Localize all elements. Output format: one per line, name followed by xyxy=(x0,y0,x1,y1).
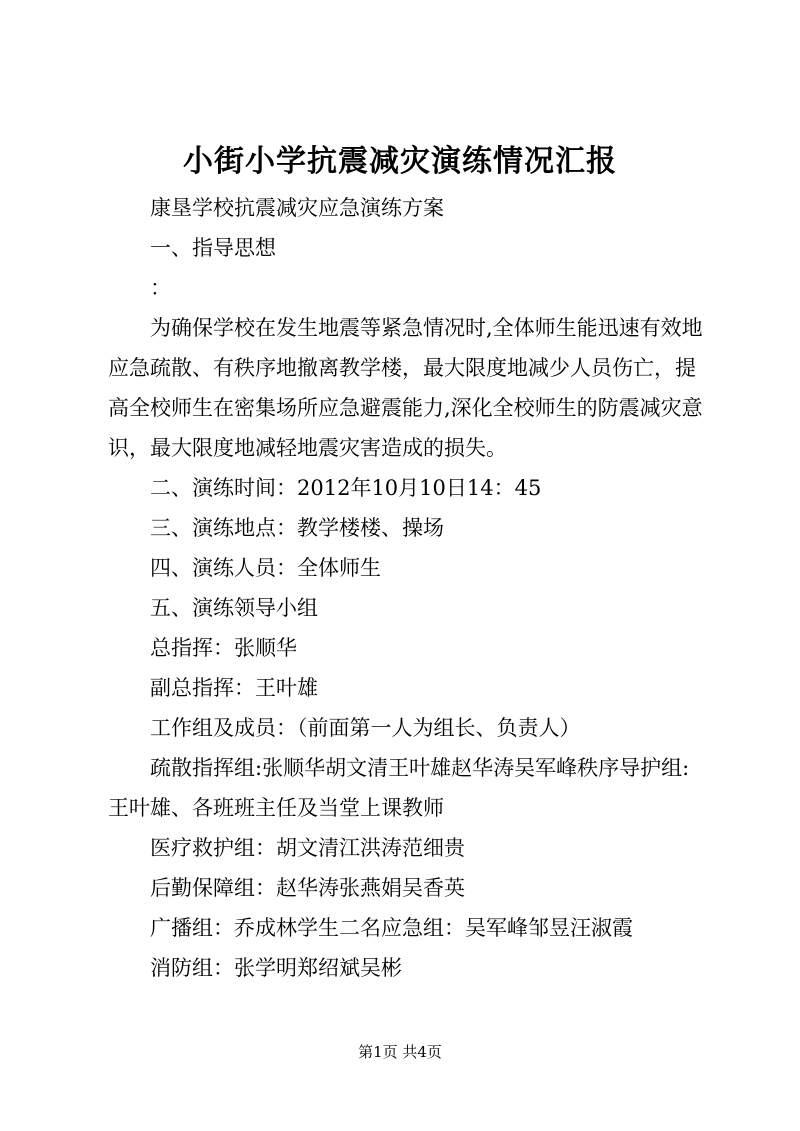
paragraph-guiding-heading: 一、指导思想 xyxy=(150,236,276,260)
paragraph-broadcast-group: 广播组：乔成林学生二名应急组：吴军峰邹昱汪淑霞 xyxy=(150,916,633,940)
paragraph-purpose: 为确保学校在发生地震等紧急情况时,全体师生能迅速有效地应急疏散、有秩序地撤离教学楼，最大限度地减少人员伤亡，提高全校师生在密集场所应急避震能力,深化全校师生的防震减灾意识，最大限度地减轻地震灾害造成的损失。 xyxy=(108,316,703,460)
paragraph-colon: ： xyxy=(150,276,171,300)
paragraph-medical-group: 医疗救护组：胡文清江洪涛范细贵 xyxy=(150,836,465,860)
paragraph-work-groups: 工作组及成员：（前面第一人为组长、负责人） xyxy=(150,716,581,740)
paragraph-deputy-commander: 副总指挥：王叶雄 xyxy=(150,676,318,700)
paragraph-drill-time: 二、演练时间：2012年10月10日14：45 xyxy=(150,476,542,500)
paragraph-leadership-heading: 五、演练领导小组 xyxy=(150,596,318,620)
paragraph-logistics-group: 后勤保障组：赵华涛张燕娟吴香英 xyxy=(150,876,465,900)
paragraph-drill-location: 三、演练地点：教学楼楼、操场 xyxy=(150,516,444,540)
paragraph-evacuation-group: 疏散指挥组:张顺华胡文清王叶雄赵华涛吴军峰秩序导护组:王叶雄、各班班主任及当堂上课教师 xyxy=(108,756,690,820)
paragraph-plan-title: 康垦学校抗震减灾应急演练方案 xyxy=(150,196,444,220)
paragraph-commander: 总指挥：张顺华 xyxy=(150,636,297,660)
page-number: 第1页 共4页 xyxy=(358,1043,442,1061)
document-title: 小街小学抗震减灾演练情况汇报 xyxy=(183,144,617,179)
paragraph-drill-participants: 四、演练人员：全体师生 xyxy=(150,556,381,580)
paragraph-fire-group: 消防组：张学明郑绍斌吴彬 xyxy=(150,956,402,980)
